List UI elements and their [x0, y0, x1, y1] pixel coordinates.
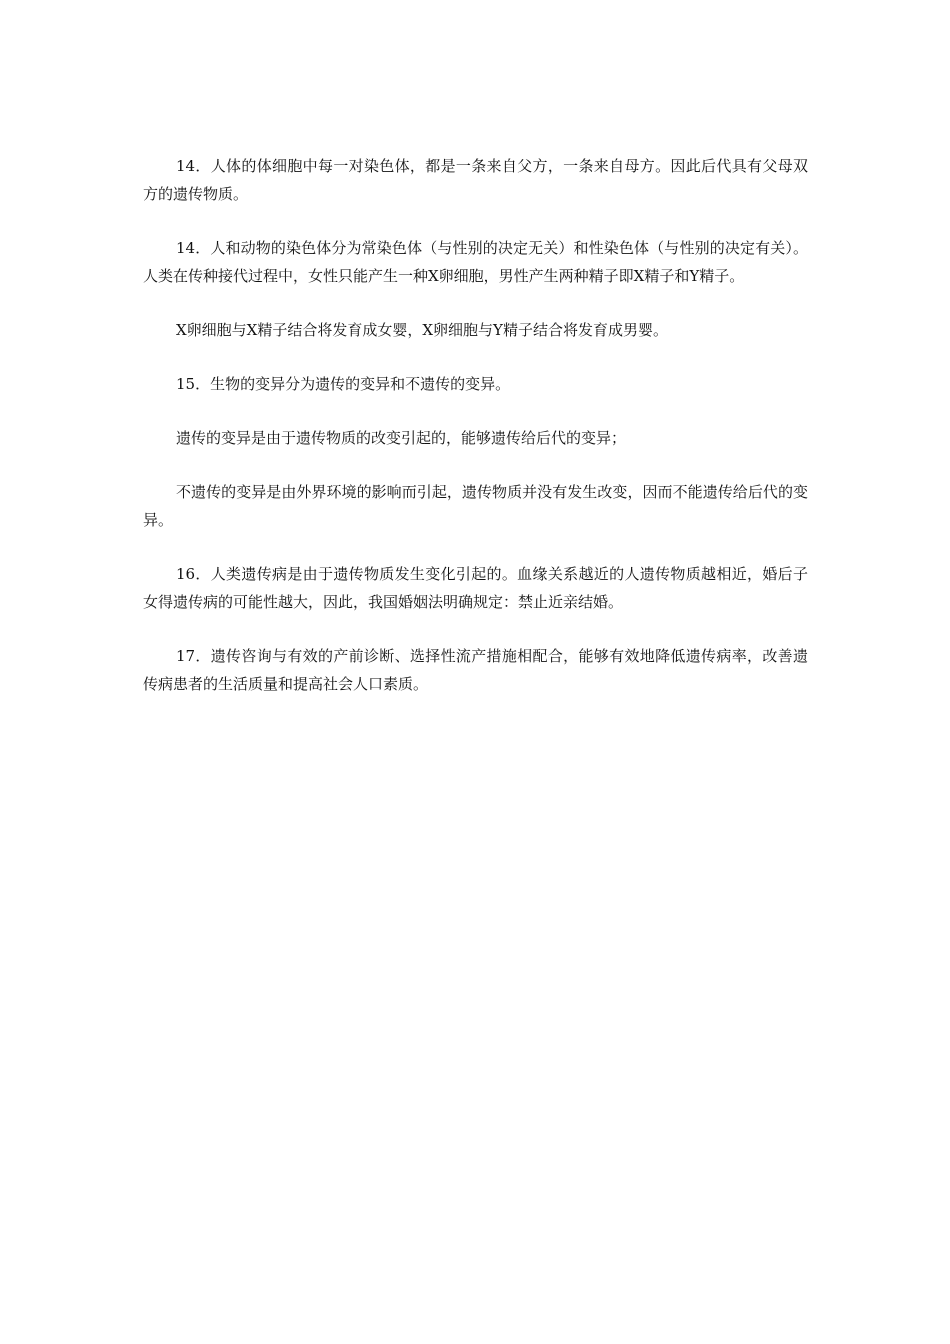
paragraph-genetic-disease: 16．人类遗传病是由于遗传物质发生变化引起的。血缘关系越近的人遗传物质越相近，婚后子女得遗传病的可能性越大，因此，我国婚姻法明确规定：禁止近亲结婚。	[143, 565, 808, 611]
paragraph-fertilization: X卵细胞与X精子结合将发育成女婴，X卵细胞与Y精子结合将发育成男婴。	[176, 321, 668, 339]
paragraph-non-heritable-variation: 不遗传的变异是由外界环境的影响而引起，遗传物质并没有发生改变，因而不能遗传给后代的变异。	[143, 483, 808, 529]
paragraph-genetic-counseling: 17．遗传咨询与有效的产前诊断、选择性流产措施相配合，能够有效地降低遗传病率，改善遗传病患者的生活质量和提高社会人口素质。	[143, 647, 808, 693]
paragraph-chromosome-pairs: 14．人体的体细胞中每一对染色体，都是一条来自父方，一条来自母方。因此后代具有父母双方的遗传物质。	[143, 157, 808, 203]
paragraph-variation-types: 15．生物的变异分为遗传的变异和不遗传的变异。	[176, 375, 511, 393]
document-body	[143, 152, 808, 724]
paragraph-heritable-variation: 遗传的变异是由于遗传物质的改变引起的，能够遗传给后代的变异；	[176, 429, 627, 447]
paragraph-sex-chromosomes: 14．人和动物的染色体分为常染色体（与性别的决定无关）和性染色体（与性别的决定有关）。人类在传种接代过程中，女性只能产生一种X卵细胞，男性产生两种精子即X精子和Y精子。	[143, 239, 808, 285]
